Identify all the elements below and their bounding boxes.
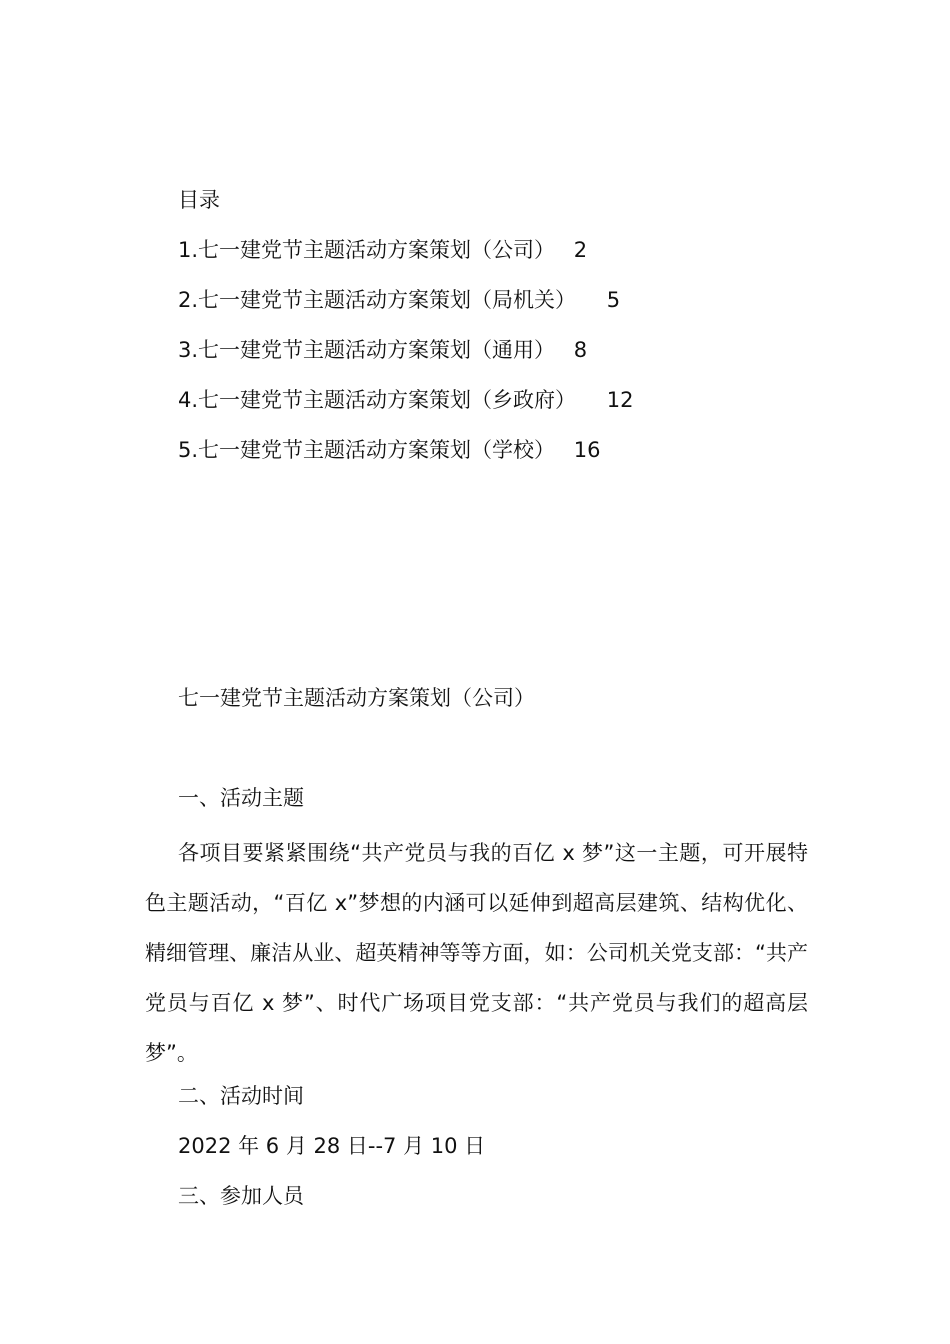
toc-item-page: 5 [606, 288, 621, 312]
toc-item[interactable] [178, 434, 633, 484]
table-of-contents [178, 234, 633, 484]
toc-item-page: 12 [606, 388, 634, 412]
date-range-text: 2022 年 6 月 28 日--7 月 10 日 [178, 1134, 486, 1158]
section-heading: 一、活动主题 [178, 786, 304, 810]
toc-item-label: 4.七一建党节主题活动方案策划（乡政府） [178, 388, 577, 412]
toc-item-label: 5.七一建党节主题活动方案策划（学校） [178, 438, 556, 462]
toc-item-label: 3.七一建党节主题活动方案策划（通用） [178, 338, 556, 362]
body-paragraph: 各项目要紧紧围绕“共产党员与我的百亿 x 梦”这一主题，可开展特色主题活动，“百亿 x”梦想的内涵可以延伸到超高层建筑、结构优化、精细管理、廉洁从业、超英精神等等方面，如：公司机关党支部：“共产党员与百亿 x 梦”、时代广场项目党支部：“共产党员与我们的超高层梦”。 [145, 841, 808, 1065]
toc-item-page: 16 [573, 438, 601, 462]
toc-item-label: 1.七一建党节主题活动方案策划（公司） [178, 238, 556, 262]
toc-item-page: 8 [573, 338, 588, 362]
toc-item[interactable] [178, 334, 633, 384]
toc-item[interactable] [178, 384, 633, 434]
section-heading: 二、活动时间 [178, 1084, 304, 1108]
document-title: 七一建党节主题活动方案策划（公司） [178, 686, 535, 710]
toc-title: 目录 [178, 188, 220, 212]
toc-item[interactable] [178, 234, 633, 284]
toc-item-label: 2.七一建党节主题活动方案策划（局机关） [178, 288, 577, 312]
section-heading: 三、参加人员 [178, 1184, 304, 1208]
toc-item-page: 2 [573, 238, 588, 262]
toc-item[interactable] [178, 284, 633, 334]
